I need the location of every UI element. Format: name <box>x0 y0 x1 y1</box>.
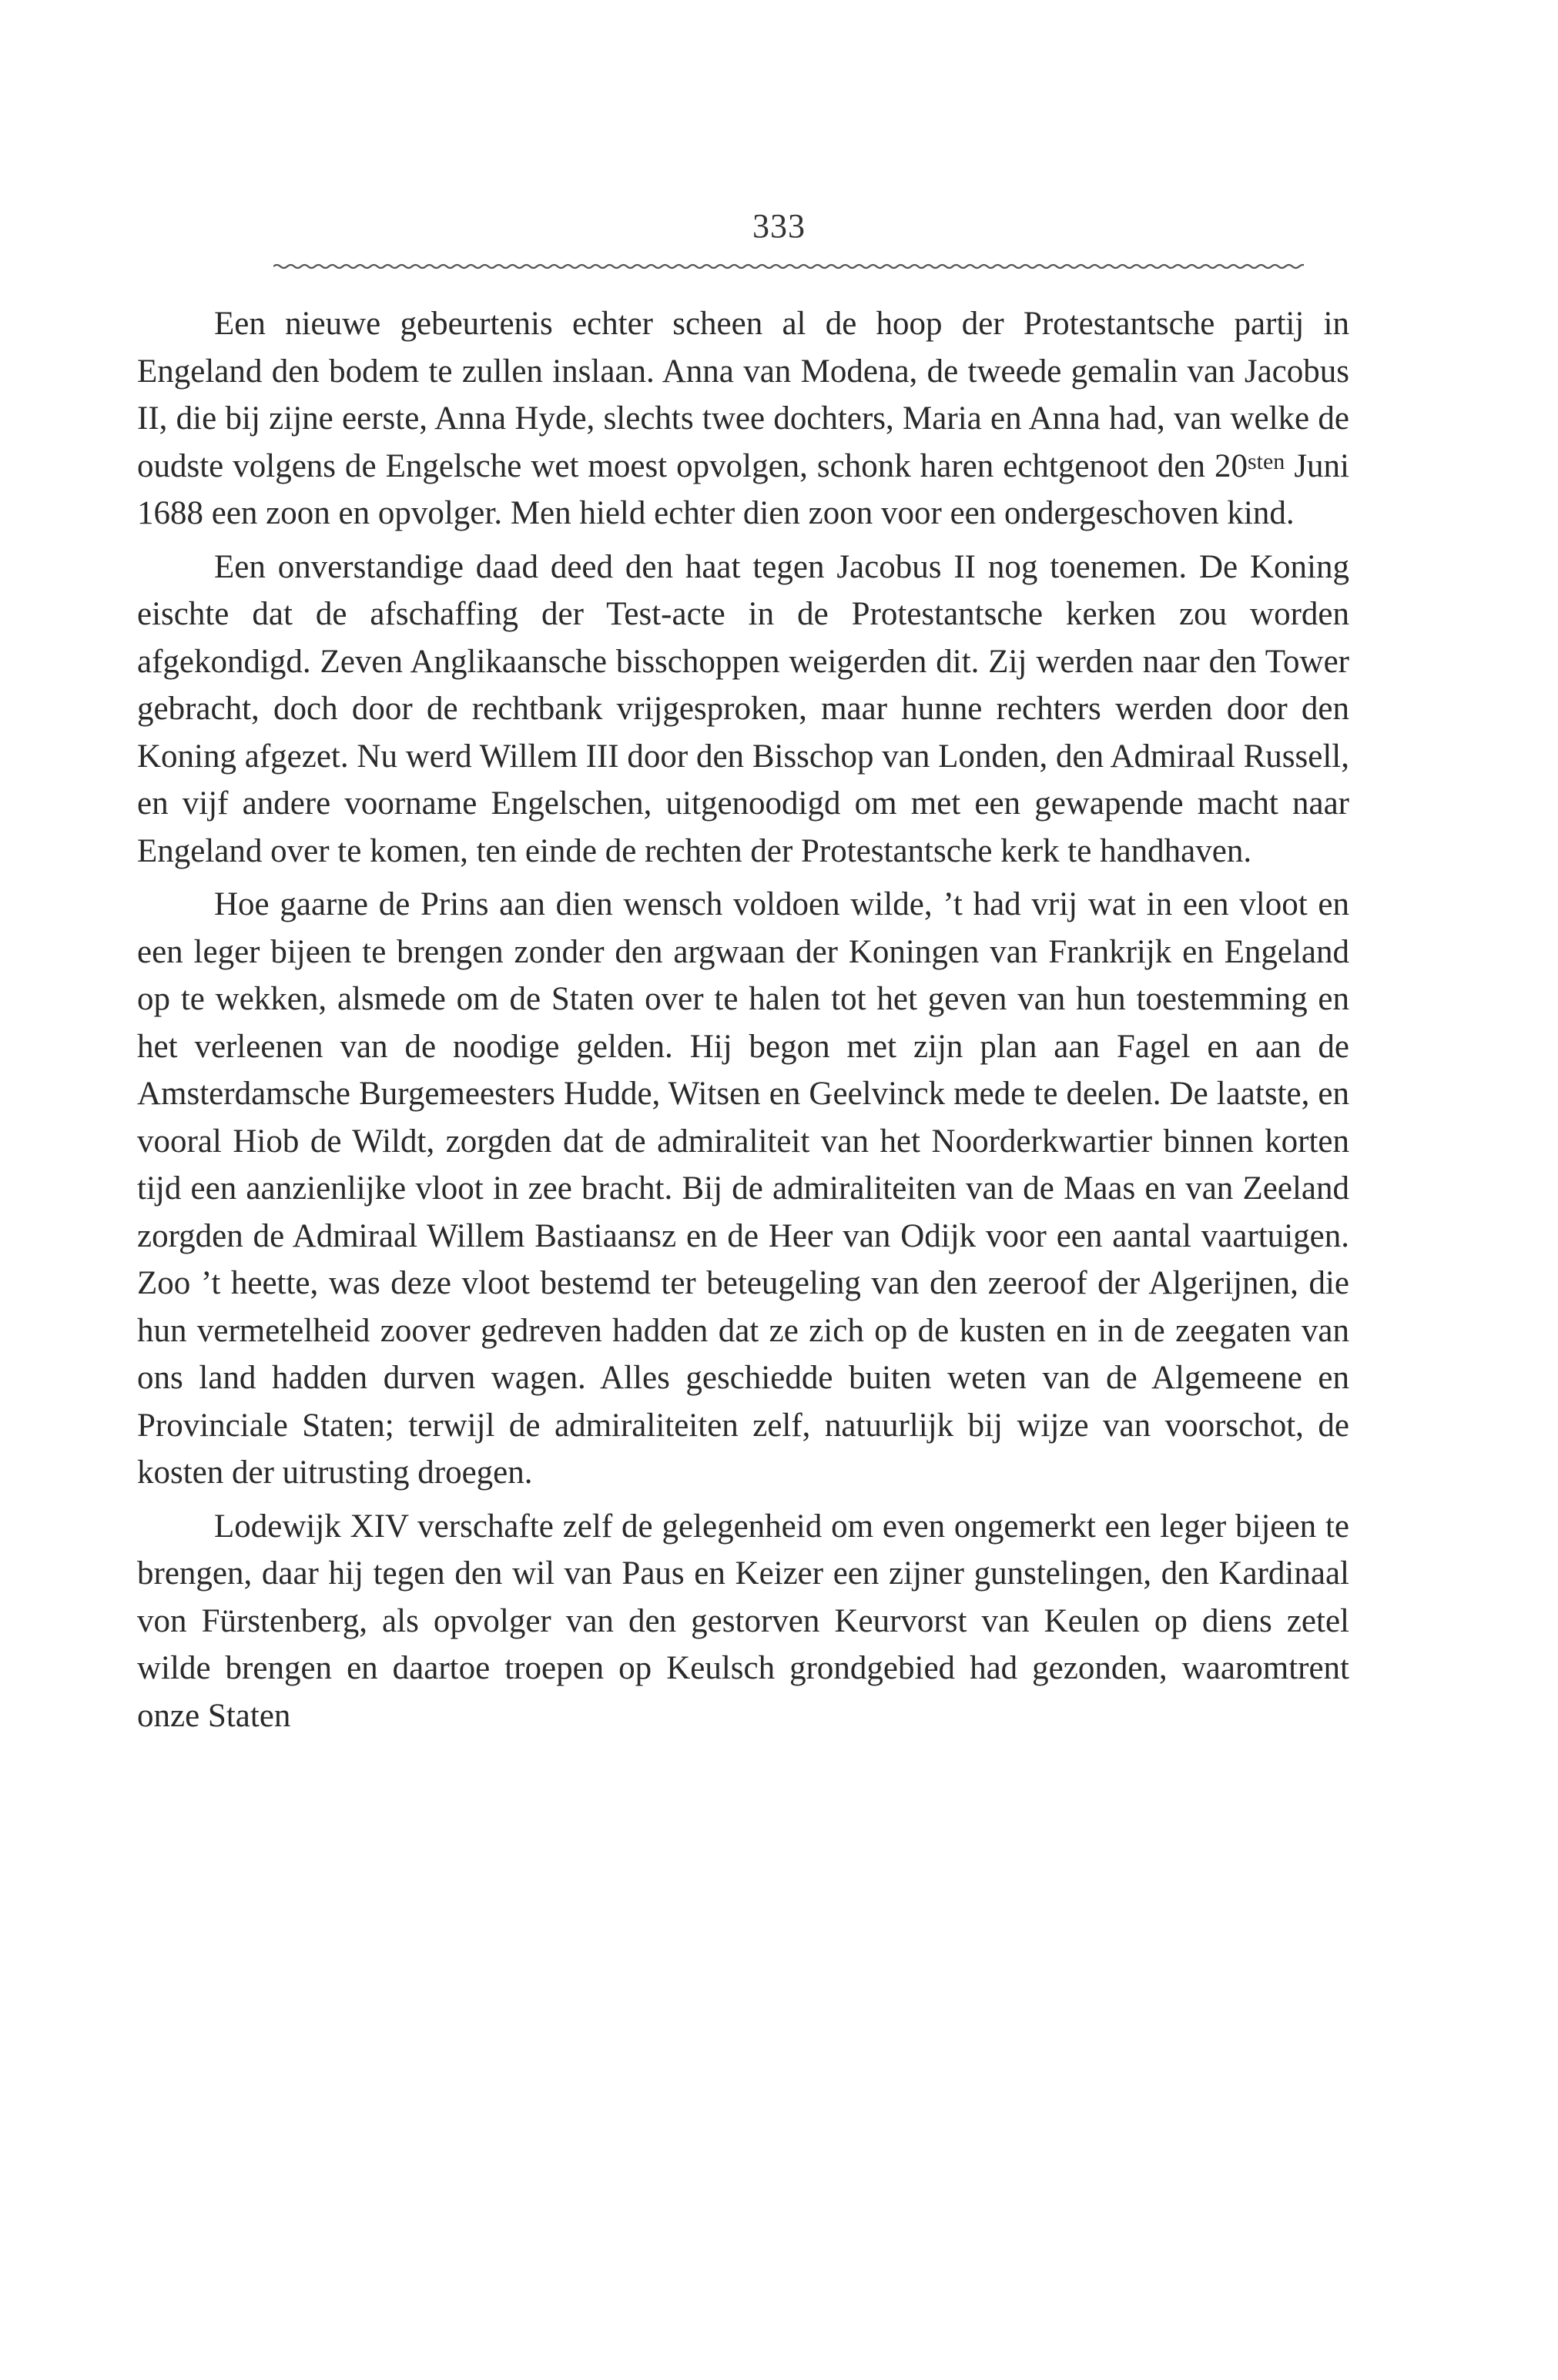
ordinal-suffix: sten <box>1247 448 1285 474</box>
paragraph-2: Een onverstandige daad deed den haat tegen Jacobus II nog toenemen. De Koning eischte dat de afschaffing der Test-acte in de Protestantsche kerken zou worden afgekondigd. Zeven Anglikaansche bisschoppen weigerden dit. Zij werden naar den Tower gebracht, doch door de rechtbank vrijgesproken, maar hunne rechters werden door den Koning afgezet. Nu werd Willem III door den Bisschop van Londen, den Admiraal Russell, en vijf andere voorname Engelschen, uitgenoodigd om met een gewapende macht naar Engeland over te komen, ten einde de rechten der Protestantsche kerk te handhaven. <box>137 548 1349 869</box>
wavy-rule-divider <box>273 260 1304 273</box>
paragraph-1 <box>137 300 1349 537</box>
paragraph-3: Hoe gaarne de Prins aan dien wensch voldoen wilde, ’t had vrij wat in een vloot en een leger bijeen te brengen zonder den argwaan der Koningen van Frankrijk en Engeland op te wekken, alsmede om de Staten over te halen tot het geven van hun toestemming en het verleenen van de noodige gelden. Hij begon met zijn plan aan Fagel en aan de Amsterdamsche Burgemeesters Hudde, Witsen en Geelvinck mede te deelen. De laatste, en vooral Hiob de Wildt, zorgden dat de admiraliteit van het Noorderkwartier binnen korten tijd een aanzienlijke vloot in zee bracht. Bij de admiraliteiten van de Maas en van Zeeland zorgden de Admiraal Willem Bastiaansz en de Heer van Odijk voor een aantal vaartuigen. Zoo ’t heette, was deze vloot bestemd ter beteugeling van den zeeroof der Algerijnen, die hun vermetelheid zoover gedreven hadden dat ze zich op de kusten en in de zeegaten van ons land hadden durven wagen. Alles geschiedde buiten weten van de Algemeene en Provinciale Staten; terwijl de admiraliteiten zelf, natuurlijk bij wijze van voorschot, de kosten der uitrusting droegen. <box>137 886 1349 1491</box>
page-number: 333 <box>752 207 806 245</box>
body-text <box>137 300 1349 1739</box>
paragraph-1-text-end: Juni 1688 een zoon en opvolger. Men hield echter dien zoon voor een ondergeschoven kind. <box>137 447 1349 531</box>
paragraph-4: Lodewijk XIV verschafte zelf de gelegenheid om even ongemerkt een leger bijeen te brengen, daar hij tegen den wil van Paus en Keizer een zijner gunstelingen, den Kardinaal von Fürstenberg, als opvolger van den gestorven Keurvorst van Keulen op diens zetel wilde brengen en daartoe troepen op Keulsch grondgebied had gezonden, waaromtrent onze Staten <box>137 1508 1349 1734</box>
paragraph-1-text-start: Een nieuwe gebeurtenis echter scheen al de hoop der Protestantsche partij in Engeland den bodem te zullen inslaan. Anna van Modena, de tweede gemalin van Jacobus II, die bij zijne eerste, Anna Hyde, slechts twee dochters, Maria en Anna had, van welke de oudste volgens de Engelsche wet moest opvolgen, schonk haren echtgenoot den 20 <box>137 306 1349 484</box>
